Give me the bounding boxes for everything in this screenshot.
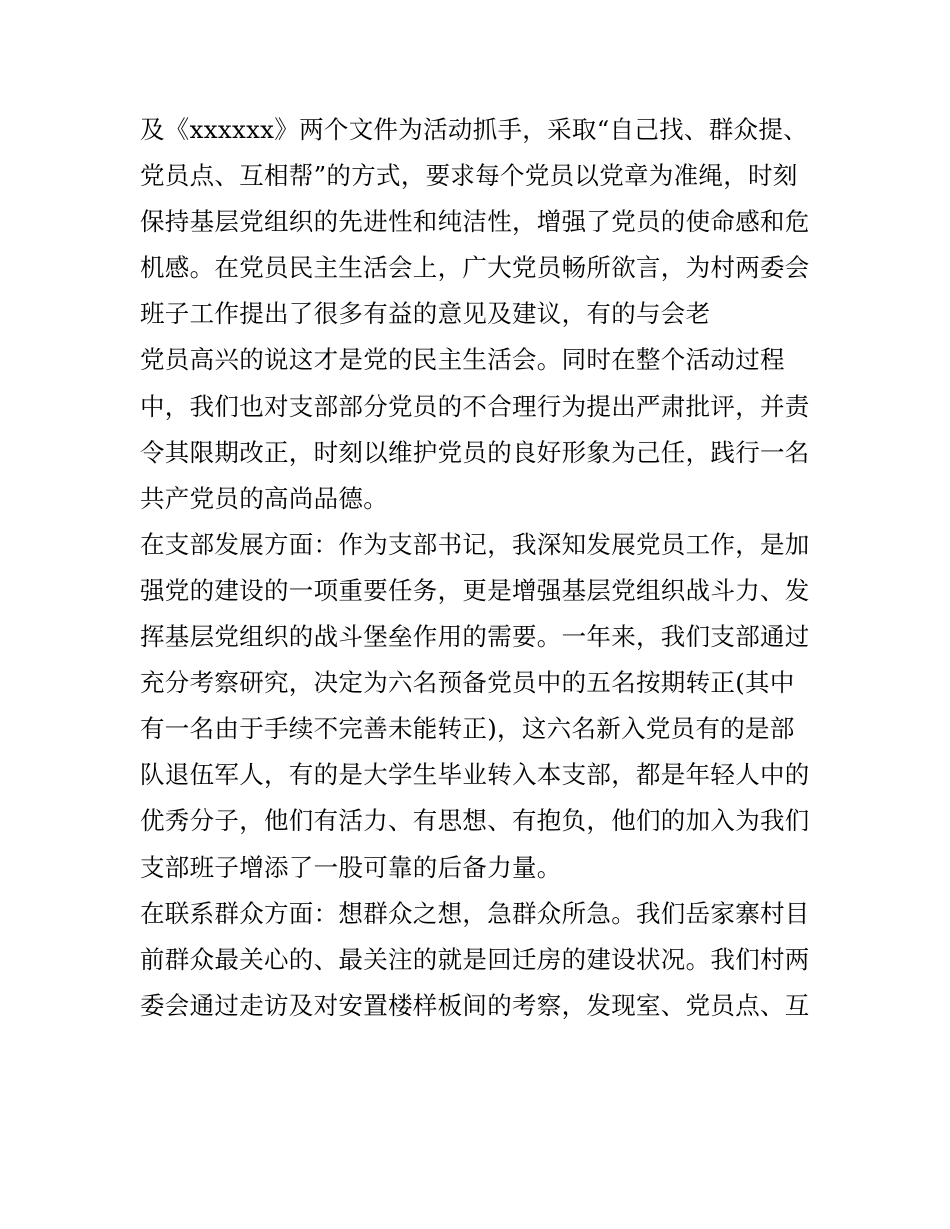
text-line: 有一名由于手续不完善未能转正)，这六名新入党员有的是部 (140, 714, 795, 744)
text-line: 强党的建设的一项重要任务，更是增强基层党组织战斗力、发 (140, 575, 810, 605)
text-line: 党员点、互相帮”的方式，要求每个党员以党章为准绳，时刻 (140, 161, 798, 191)
document-body (140, 107, 830, 1029)
text-line: 及《xxxxxx》两个文件为活动抓手，采取“自己找、群众提、 (140, 115, 808, 144)
text-line: 班子工作提出了很多有益的意见及建议，有的与会老 (140, 299, 711, 329)
text-line: 优秀分子，他们有活力、有思想、有抱负，他们的加入为我们 (140, 806, 810, 836)
text-line: 支部班子增添了一股可靠的后备力量。 (140, 852, 562, 882)
text-line: 队退伍军人，有的是大学生毕业转入本支部，都是年轻人中的 (140, 760, 810, 790)
text-line: 在支部发展方面：作为支部书记，我深知发展党员工作，是加 (140, 529, 810, 559)
text-line: 委会通过走访及对安置楼样板间的考察，发现室、党员点、互 (140, 990, 810, 1020)
text-line: 挥基层党组织的战斗堡垒作用的需要。一年来，我们支部通过 (140, 622, 810, 652)
text-line: 中，我们也对支部部分党员的不合理行为提出严肃批评，并责 (140, 391, 810, 421)
text-line: 机感。在党员民主生活会上，广大党员畅所欲言，为村两委会 (140, 253, 810, 283)
text-line: 前群众最关心的、最关注的就是回迁房的建设状况。我们村两 (140, 944, 810, 974)
text-line: 充分考察研究，决定为六名预备党员中的五名按期转正(其中 (140, 668, 795, 698)
text-line: 在联系群众方面：想群众之想，急群众所急。我们岳家寨村目 (140, 898, 810, 928)
text-line: 党员高兴的说这才是党的民主生活会。同时在整个活动过程 (140, 345, 785, 375)
text-line: 令其限期改正，时刻以维护党员的良好形象为己任，践行一名 (140, 437, 810, 467)
text-line: 保持基层党组织的先进性和纯洁性，增强了党员的使命感和危 (140, 207, 810, 237)
text-line: 共产党员的高尚品德。 (140, 483, 388, 513)
